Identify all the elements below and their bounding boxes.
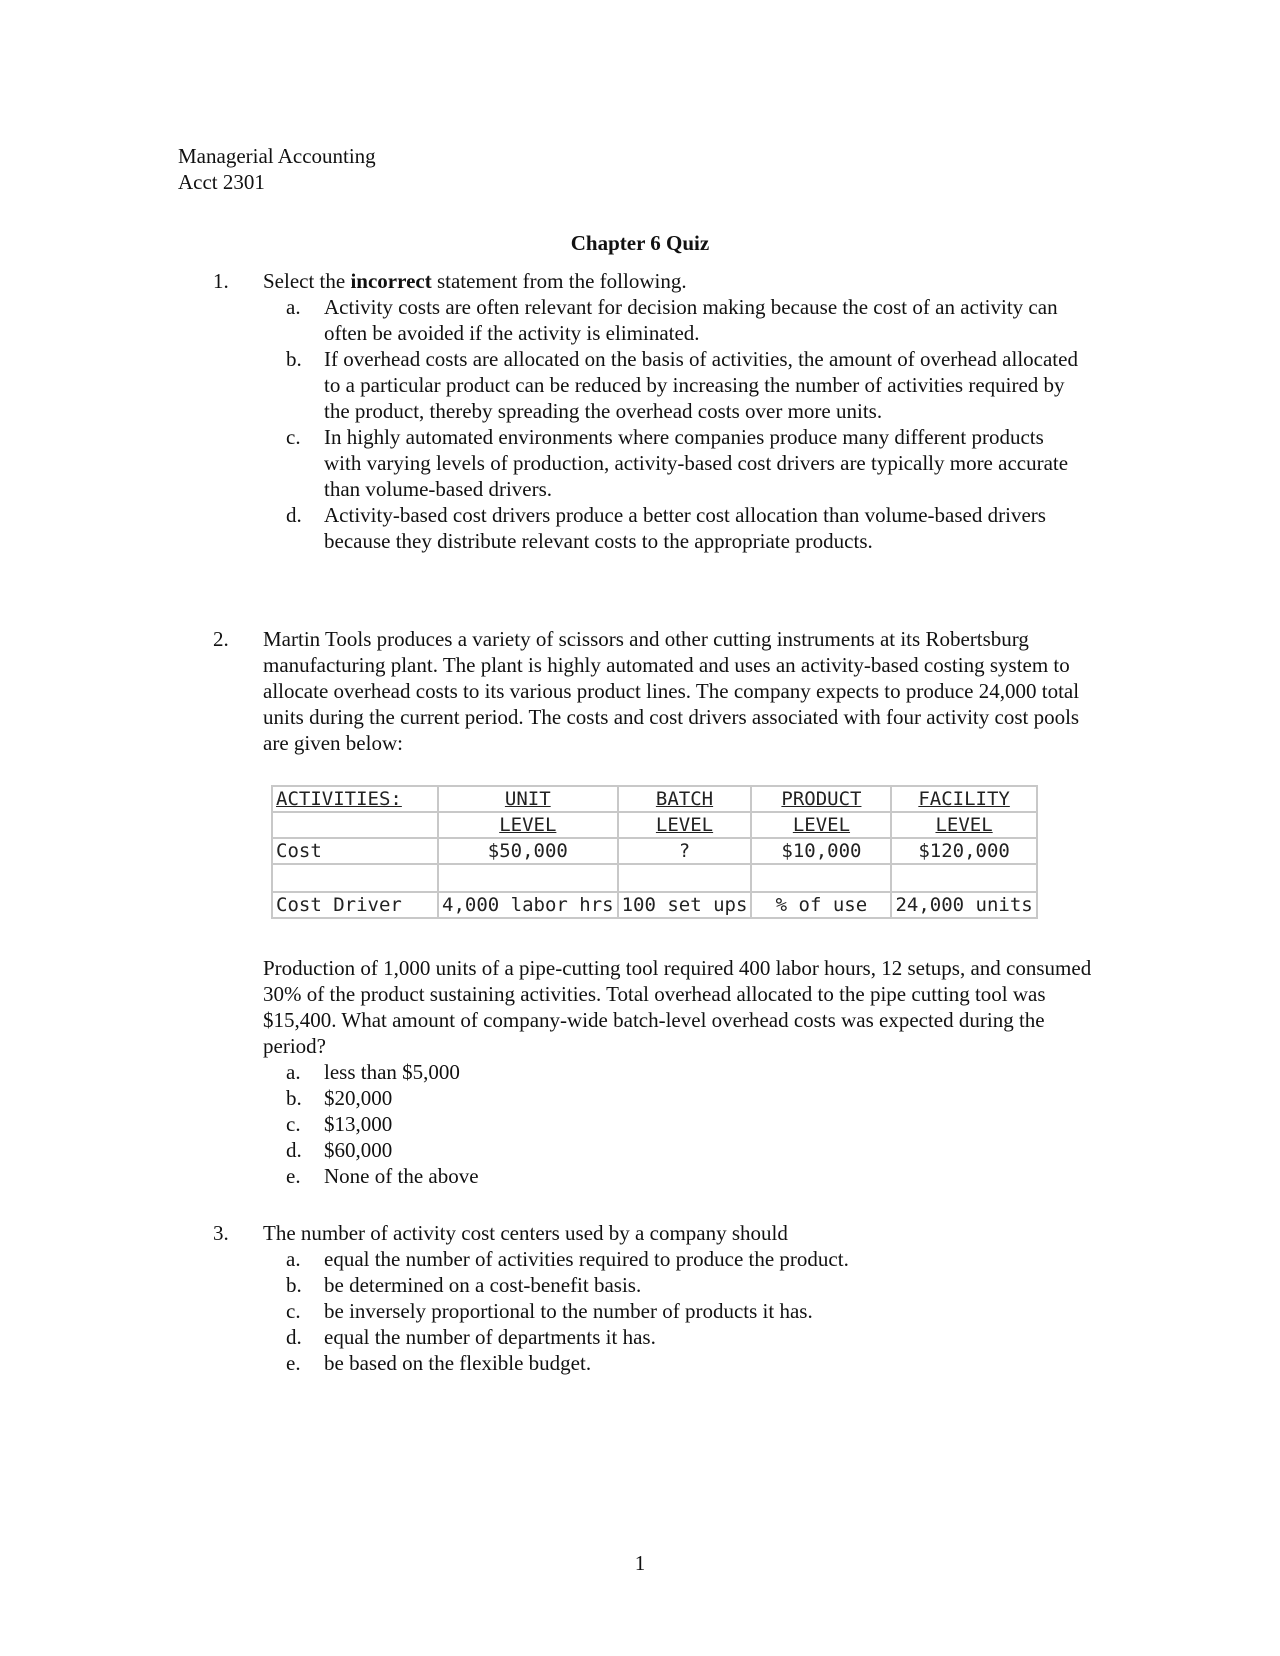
option-text: $13,000 — [324, 1112, 393, 1136]
option-letter: c. — [286, 1299, 301, 1323]
option-letter: c. — [286, 1112, 301, 1136]
answer-option — [286, 1085, 1086, 1111]
answer-option — [286, 346, 1086, 424]
table-cell: ? — [618, 838, 752, 864]
question-text-suffix: statement from the following. — [431, 269, 687, 293]
answer-option — [286, 1137, 1086, 1163]
option-letter: e. — [286, 1164, 301, 1188]
page-number: 1 — [634, 1551, 646, 1575]
question-text: Production of 1,000 units of a pipe-cutting tool required 400 labor hours, 12 setups, and consumed 30% of the product sustaining activities. Total overhead allocated to the pipe cutting tool was $15,400. What amount of company-wide batch-level overhead costs was expected during the period? — [263, 956, 1092, 1058]
table-cell: $10,000 — [751, 838, 891, 864]
answer-option — [286, 1059, 1086, 1085]
table-cell: $120,000 — [891, 838, 1036, 864]
option-text: equal the number of departments it has. — [324, 1325, 656, 1349]
table-header-cell: UNIT — [438, 786, 618, 812]
option-text: less than $5,000 — [324, 1060, 460, 1084]
table-cell: 100 set ups — [618, 892, 752, 918]
answer-option — [286, 1272, 1086, 1298]
table-cell: 4,000 labor hrs — [438, 892, 618, 918]
table-header-cell: LEVEL — [751, 812, 891, 838]
table-header-cell: PRODUCT — [751, 786, 891, 812]
question-text: The number of activity cost centers used by a company should — [263, 1221, 788, 1245]
question-number: 3. — [213, 1221, 229, 1245]
table-header-cell: LEVEL — [618, 812, 752, 838]
table-cell — [618, 864, 752, 892]
table-header-row — [272, 786, 1037, 812]
table-cell — [751, 864, 891, 892]
course-name: Managerial Accounting — [178, 144, 376, 168]
option-letter: b. — [286, 1086, 302, 1110]
question-text-prefix: Select the — [263, 269, 351, 293]
table-cell: 24,000 units — [891, 892, 1036, 918]
answer-options — [286, 294, 1086, 554]
answer-option — [286, 1350, 1086, 1376]
option-letter: a. — [286, 1060, 301, 1084]
table-cell — [438, 864, 618, 892]
option-text: Activity costs are often relevant for decision making because the cost of an activity can often be avoided if the activity is eliminated. — [324, 295, 1058, 345]
table-header-cell: LEVEL — [438, 812, 618, 838]
option-text: be determined on a cost-benefit basis. — [324, 1273, 642, 1297]
option-letter: d. — [286, 1138, 302, 1162]
option-text: If overhead costs are allocated on the basis of activities, the amount of overhead allocated to a particular product can be reduced by increasing the number of activities required by the product, thereby spreading the overhead costs over more units. — [324, 347, 1078, 423]
option-text: $20,000 — [324, 1086, 393, 1110]
course-code: Acct 2301 — [178, 170, 265, 194]
question-text: Martin Tools produces a variety of scissors and other cutting instruments at its Robertsburg manufacturing plant. The plant is highly automated and uses an activity-based costing system to allocate overhead costs to its various product lines. The company expects to produce 24,000 total units during the current period. The costs and cost drivers associated with four activity cost pools are given below: — [263, 627, 1080, 755]
option-letter: d. — [286, 503, 302, 527]
table-cell: Cost — [272, 838, 438, 864]
option-letter: c. — [286, 425, 301, 449]
option-text: In highly automated environments where companies produce many different products with varying levels of production, activity-based cost drivers are typically more accurate than volume-based drivers. — [324, 425, 1069, 501]
option-letter: a. — [286, 295, 301, 319]
emphasis-word: incorrect — [350, 269, 432, 293]
page-title: Chapter 6 Quiz — [570, 231, 710, 255]
answer-option — [286, 424, 1086, 502]
option-text: be inversely proportional to the number of products it has. — [324, 1299, 813, 1323]
option-letter: b. — [286, 347, 302, 371]
table-cell — [891, 864, 1036, 892]
answer-option — [286, 294, 1086, 346]
option-text: Activity-based cost drivers produce a better cost allocation than volume-based drivers because they distribute relevant costs to the appropriate products. — [324, 503, 1046, 553]
question-number: 1. — [213, 269, 229, 293]
table-row — [272, 838, 1037, 864]
answer-option — [286, 1298, 1086, 1324]
table-header-cell: FACILITY — [891, 786, 1036, 812]
option-text: $60,000 — [324, 1138, 393, 1162]
option-text: None of the above — [324, 1164, 479, 1188]
answer-option — [286, 1324, 1086, 1350]
question-number: 2. — [213, 627, 229, 651]
table-header-cell: ACTIVITIES: — [272, 786, 438, 812]
table-row — [272, 864, 1037, 892]
option-text: equal the number of activities required to produce the product. — [324, 1247, 849, 1271]
table-row — [272, 892, 1037, 918]
table-header-cell: LEVEL — [891, 812, 1036, 838]
table-cell: $50,000 — [438, 838, 618, 864]
activity-cost-table — [271, 785, 1038, 919]
document-header — [178, 143, 376, 195]
table-header-cell: BATCH — [618, 786, 752, 812]
table-cell — [272, 812, 438, 838]
option-letter: a. — [286, 1247, 301, 1271]
answer-option — [286, 1246, 1086, 1272]
table-cell: Cost Driver — [272, 892, 438, 918]
answer-option — [286, 1111, 1086, 1137]
question-text — [263, 268, 1093, 294]
answer-option — [286, 1163, 1086, 1189]
answer-option — [286, 502, 1086, 554]
table-cell: % of use — [751, 892, 891, 918]
option-letter: e. — [286, 1351, 301, 1375]
option-letter: b. — [286, 1273, 302, 1297]
answer-options — [286, 1059, 1086, 1189]
table-cell — [272, 864, 438, 892]
answer-options — [286, 1246, 1086, 1376]
table-header-row — [272, 812, 1037, 838]
option-text: be based on the flexible budget. — [324, 1351, 592, 1375]
option-letter: d. — [286, 1325, 302, 1349]
